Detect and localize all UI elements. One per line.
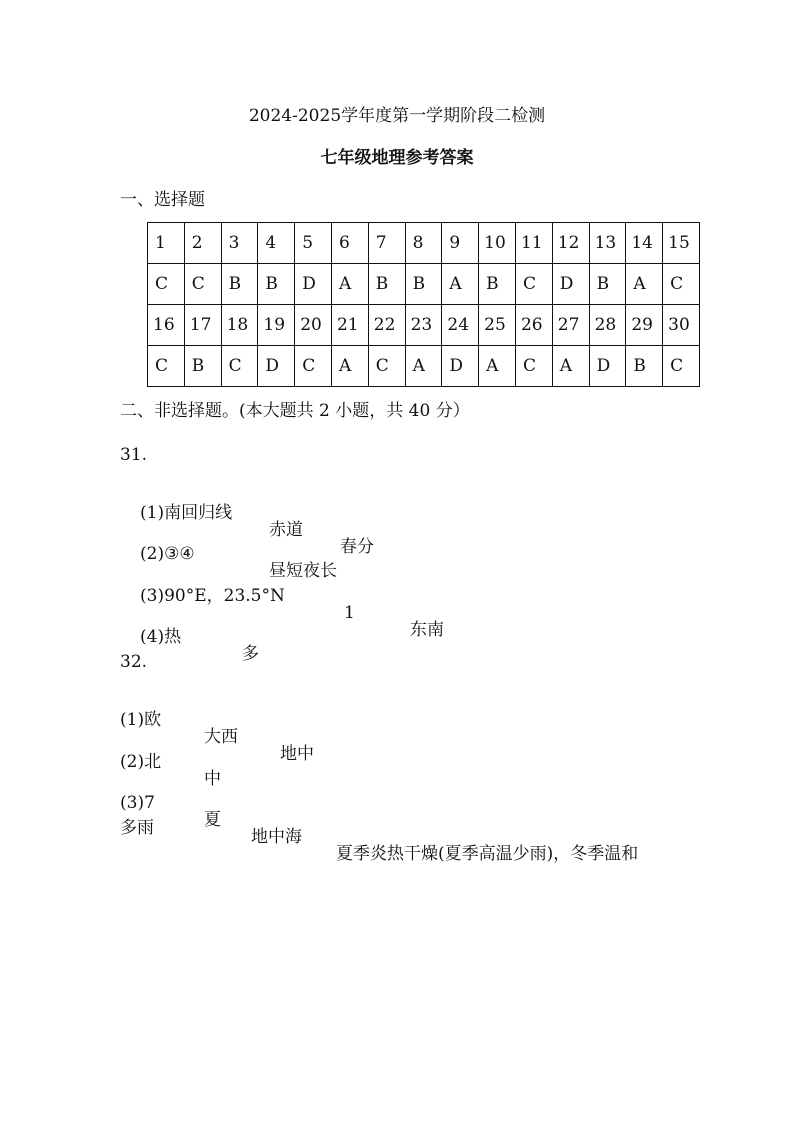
answer-cell: B: [368, 264, 405, 305]
question-number-cell: 27: [552, 305, 589, 346]
question-number-cell: 22: [368, 305, 405, 346]
answer-cell: C: [148, 264, 185, 305]
answer-table: [147, 222, 700, 387]
q32-part3-answer4: 夏季炎热干燥(夏季高温少雨)，冬季温和: [336, 844, 639, 864]
q32-part3-answer3: 地中海: [251, 827, 302, 847]
q32-part2-answer1: (2)北: [120, 752, 162, 772]
answer-cell: C: [368, 346, 405, 387]
question-number-cell: 13: [589, 223, 626, 264]
page-subtitle: 七年级地理参考答案: [320, 148, 474, 168]
question-number-cell: 1: [148, 223, 185, 264]
q32-part2-answer2: 中: [204, 769, 221, 789]
question-number-cell: 5: [295, 223, 332, 264]
question-number-cell: 11: [515, 223, 552, 264]
q31-part1-answer1: (1)南回归线: [140, 503, 233, 523]
q31-part4-answer2: 多: [242, 644, 259, 664]
page-title: 2024-2025学年度第一学期阶段二检测: [248, 106, 546, 126]
answer-cell: C: [184, 264, 221, 305]
answer-cell: C: [663, 264, 700, 305]
table-row-answers: [148, 346, 700, 387]
answer-cell: A: [479, 346, 516, 387]
question-31-number: 31.: [120, 445, 148, 465]
question-number-cell: 30: [663, 305, 700, 346]
answer-cell: A: [405, 346, 442, 387]
question-number-cell: 2: [184, 223, 221, 264]
question-number-cell: 25: [479, 305, 516, 346]
question-number-cell: 28: [589, 305, 626, 346]
question-number-cell: 19: [258, 305, 295, 346]
q31-part2: [140, 529, 640, 581]
answer-cell: A: [626, 264, 663, 305]
question-number-cell: 29: [626, 305, 663, 346]
q31-part4-answer1: (4)热: [140, 627, 182, 647]
section-heading-nonchoice: 二、非选择题。(本大题共 2 小题，共 40 分）: [120, 401, 470, 421]
question-number-cell: 16: [148, 305, 185, 346]
answer-cell: C: [295, 346, 332, 387]
table-row-answers: [148, 264, 700, 305]
table-row-question-numbers: [148, 223, 700, 264]
question-number-cell: 26: [515, 305, 552, 346]
answer-cell: C: [221, 346, 258, 387]
answer-cell: B: [221, 264, 258, 305]
answer-cell: B: [405, 264, 442, 305]
answer-cell: B: [479, 264, 516, 305]
q31-part4: [140, 612, 640, 664]
q31-part2-answer1: (2)③④: [140, 544, 195, 564]
question-32-number: 32.: [120, 652, 148, 672]
answer-cell: C: [148, 346, 185, 387]
answer-cell: B: [258, 264, 295, 305]
question-number-cell: 7: [368, 223, 405, 264]
question-number-cell: 24: [442, 305, 479, 346]
q31-part3-answer2: 1: [344, 603, 355, 623]
answer-cell: C: [515, 264, 552, 305]
q31-part1-answer2: 赤道: [269, 520, 303, 540]
question-number-cell: 15: [663, 223, 700, 264]
q31-part2-answer2: 昼短夜长: [269, 561, 337, 581]
q32-part1-answer3: 地中: [280, 744, 314, 764]
question-number-cell: 9: [442, 223, 479, 264]
question-number-cell: 20: [295, 305, 332, 346]
answer-cell: D: [589, 346, 626, 387]
q31-part3-answer3: 东南: [410, 620, 444, 640]
question-number-cell: 10: [479, 223, 516, 264]
answer-cell: A: [552, 346, 589, 387]
answer-cell: D: [552, 264, 589, 305]
question-number-cell: 4: [258, 223, 295, 264]
q32-part1-answer1: (1)欧: [120, 710, 162, 730]
question-number-cell: 18: [221, 305, 258, 346]
q31-part3-answer1: (3)90°E，23.5°N: [140, 586, 285, 606]
q31-part1-answer3: 春分: [340, 537, 374, 557]
answer-cell: C: [663, 346, 700, 387]
answer-cell: B: [589, 264, 626, 305]
question-number-cell: 6: [331, 223, 368, 264]
question-number-cell: 17: [184, 305, 221, 346]
q32-part3-answer1: (3)7: [120, 793, 155, 813]
answer-cell: D: [442, 346, 479, 387]
q32-part3-answer2: 夏: [204, 810, 221, 830]
answer-cell: A: [331, 264, 368, 305]
question-number-cell: 14: [626, 223, 663, 264]
question-number-cell: 12: [552, 223, 589, 264]
q32-part3-continuation: 多雨: [120, 818, 154, 838]
answer-cell: C: [515, 346, 552, 387]
question-number-cell: 3: [221, 223, 258, 264]
answer-cell: A: [331, 346, 368, 387]
answer-cell: D: [258, 346, 295, 387]
question-number-cell: 23: [405, 305, 442, 346]
table-row-question-numbers: [148, 305, 700, 346]
question-number-cell: 21: [331, 305, 368, 346]
q32-part2: [120, 737, 620, 789]
answer-cell: B: [184, 346, 221, 387]
answer-cell: A: [442, 264, 479, 305]
question-number-cell: 8: [405, 223, 442, 264]
q32-part1-answer2: 大西: [204, 727, 238, 747]
section-heading-choice: 一、选择题: [120, 190, 205, 210]
answer-cell: D: [295, 264, 332, 305]
answer-cell: B: [626, 346, 663, 387]
